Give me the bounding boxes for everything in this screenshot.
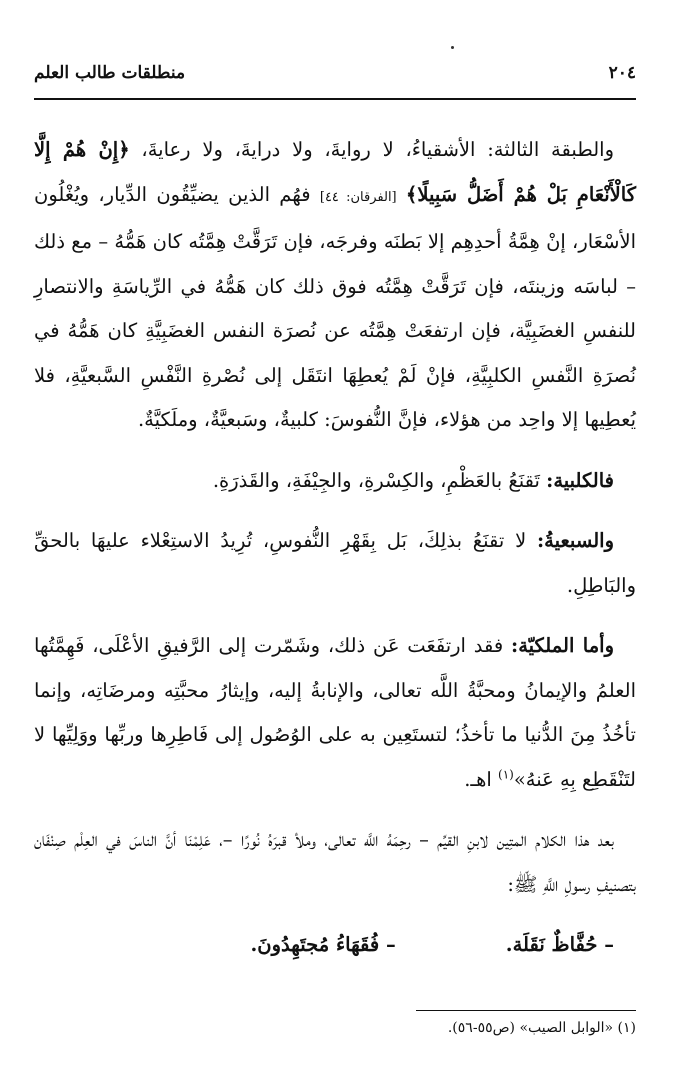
term-label: فالكلبية: — [546, 468, 614, 492]
categories-list — [34, 923, 636, 968]
running-title: منطلقات طالب العلم — [34, 63, 186, 83]
footnote-marker: (١) — [498, 767, 514, 781]
ink-dot — [451, 46, 454, 49]
footnote-text: «الوابل الصيب» (ص٥٥-٥٦). — [447, 1020, 614, 1036]
list-item: – حُفَّاظٌ نَقَلَة. — [505, 933, 614, 956]
term-label: والسبعيةُ: — [536, 529, 614, 552]
paragraph-lead: والطبقة الثالثة: الأشقياءُ، لا روايةَ، ولا درايةَ، ولا رعايةَ، — [141, 138, 614, 161]
paragraph-tail: اهـ. — [464, 767, 492, 791]
paragraph-text: فهُم الذين يضيِّقُون الدِّيار، ويُغْلُون الأسْعَار، إنْ هِمَّةُ أحدِهِم إلا بَطنَه وفرجَه، فإن تَرَقَّتْ هِمَّتُه كان هَمُّهُ – مع ذلك – لباسَه وزينتَه، فإن تَرَقَّتْ هِمَّتُه فوق ذلك كان هَمُّهُ في الرِّياسَةِ والانتصارِ للنفسِ الغضَبِيَّة، فإن ارتفعَتْ هِمَّتُه عن نُصرَة النفس الغضَبِيَّةِ كان هَمُّهُ في نُصرَةِ النَّفسِ الكلبِيَّةِ، فإنْ لَمْ يُعطِهَا انتَقَل إلى نُصْرةِ النَّفْسِ السَّبعيَّةِ، فلا يُعطِيها إلا واحِد من هؤلاء، فإنَّ النُّفوسَ: كلبيةٌ، وسَبعيَّةٌ، وملَكيَّةٌ. — [34, 182, 637, 431]
paragraph-text: بعد هذا الكلام المتِين لابنِ القيِّم – رحِمَهُ اللَّه تعالى، وملأ قبرَهُ نُورًا –، عَلِمْنَا أنَّ الناسَ في العِلْم صِنْفَان بتصنيفِ رسولِ اللَّهِ ﷺ: — [34, 828, 636, 896]
page-number: ٢٠٤ — [608, 63, 636, 83]
page-header — [34, 58, 636, 88]
footnote-number: (١) — [617, 1020, 636, 1036]
paragraph-text: فقد ارتفَعَت عَن ذلك، وشَمّرت إلى الرَّفيقِ الأعْلَى، فَهِمَّتُها العلمُ والإيمانُ ومحبَّةُ اللَّه تعالى، والإنابةُ إليه، وإيثارُ محبَّتِه ومرضَاتِه، وإنما تأخُذُ مِنَ الدُّنيا ما تأخذُ؛ لتستَعِين به على الوُصُول إلى فَاطِرِها وربِّها ووَلِيِّها لا لتَنْقَطِع بِهِ عَنهُ» — [34, 634, 636, 791]
header-rule — [34, 98, 636, 100]
paragraph-conclusion — [34, 818, 636, 907]
paragraph-third-class — [34, 128, 636, 443]
verse-reference: [الفرقان: ٤٤] — [319, 189, 397, 205]
term-label: وأما الملكيّة: — [511, 634, 614, 657]
footnote — [34, 1016, 636, 1040]
page-body — [34, 128, 636, 968]
footnote-rule — [416, 1010, 636, 1011]
quran-verse: ﴿إِنْ هُمْ إِلَّا كَالْأَنْعَامِ بَلْ هُمْ أَضَلُّ سَبِيلًا﴾ — [34, 138, 636, 206]
paragraph-sabiya — [34, 519, 636, 608]
paragraph-text: لا تقنَعُ بذلِكَ، بَل بِقَهْرِ النُّفوسِ، تُرِيدُ الاستِعْلاء عليهَا بالحقِّ والبَاطِلِ. — [34, 529, 636, 597]
paragraph-kalbiya — [34, 459, 636, 504]
paragraph-text: تَقنَعُ بالعَظْمِ، والكِسْرةِ، والجِيْفَةِ، والقَذرَةِ. — [212, 468, 540, 492]
paragraph-malakiya — [34, 624, 636, 802]
list-item: – فُقَهَاءُ مُجتَهِدُونَ. — [250, 933, 396, 956]
